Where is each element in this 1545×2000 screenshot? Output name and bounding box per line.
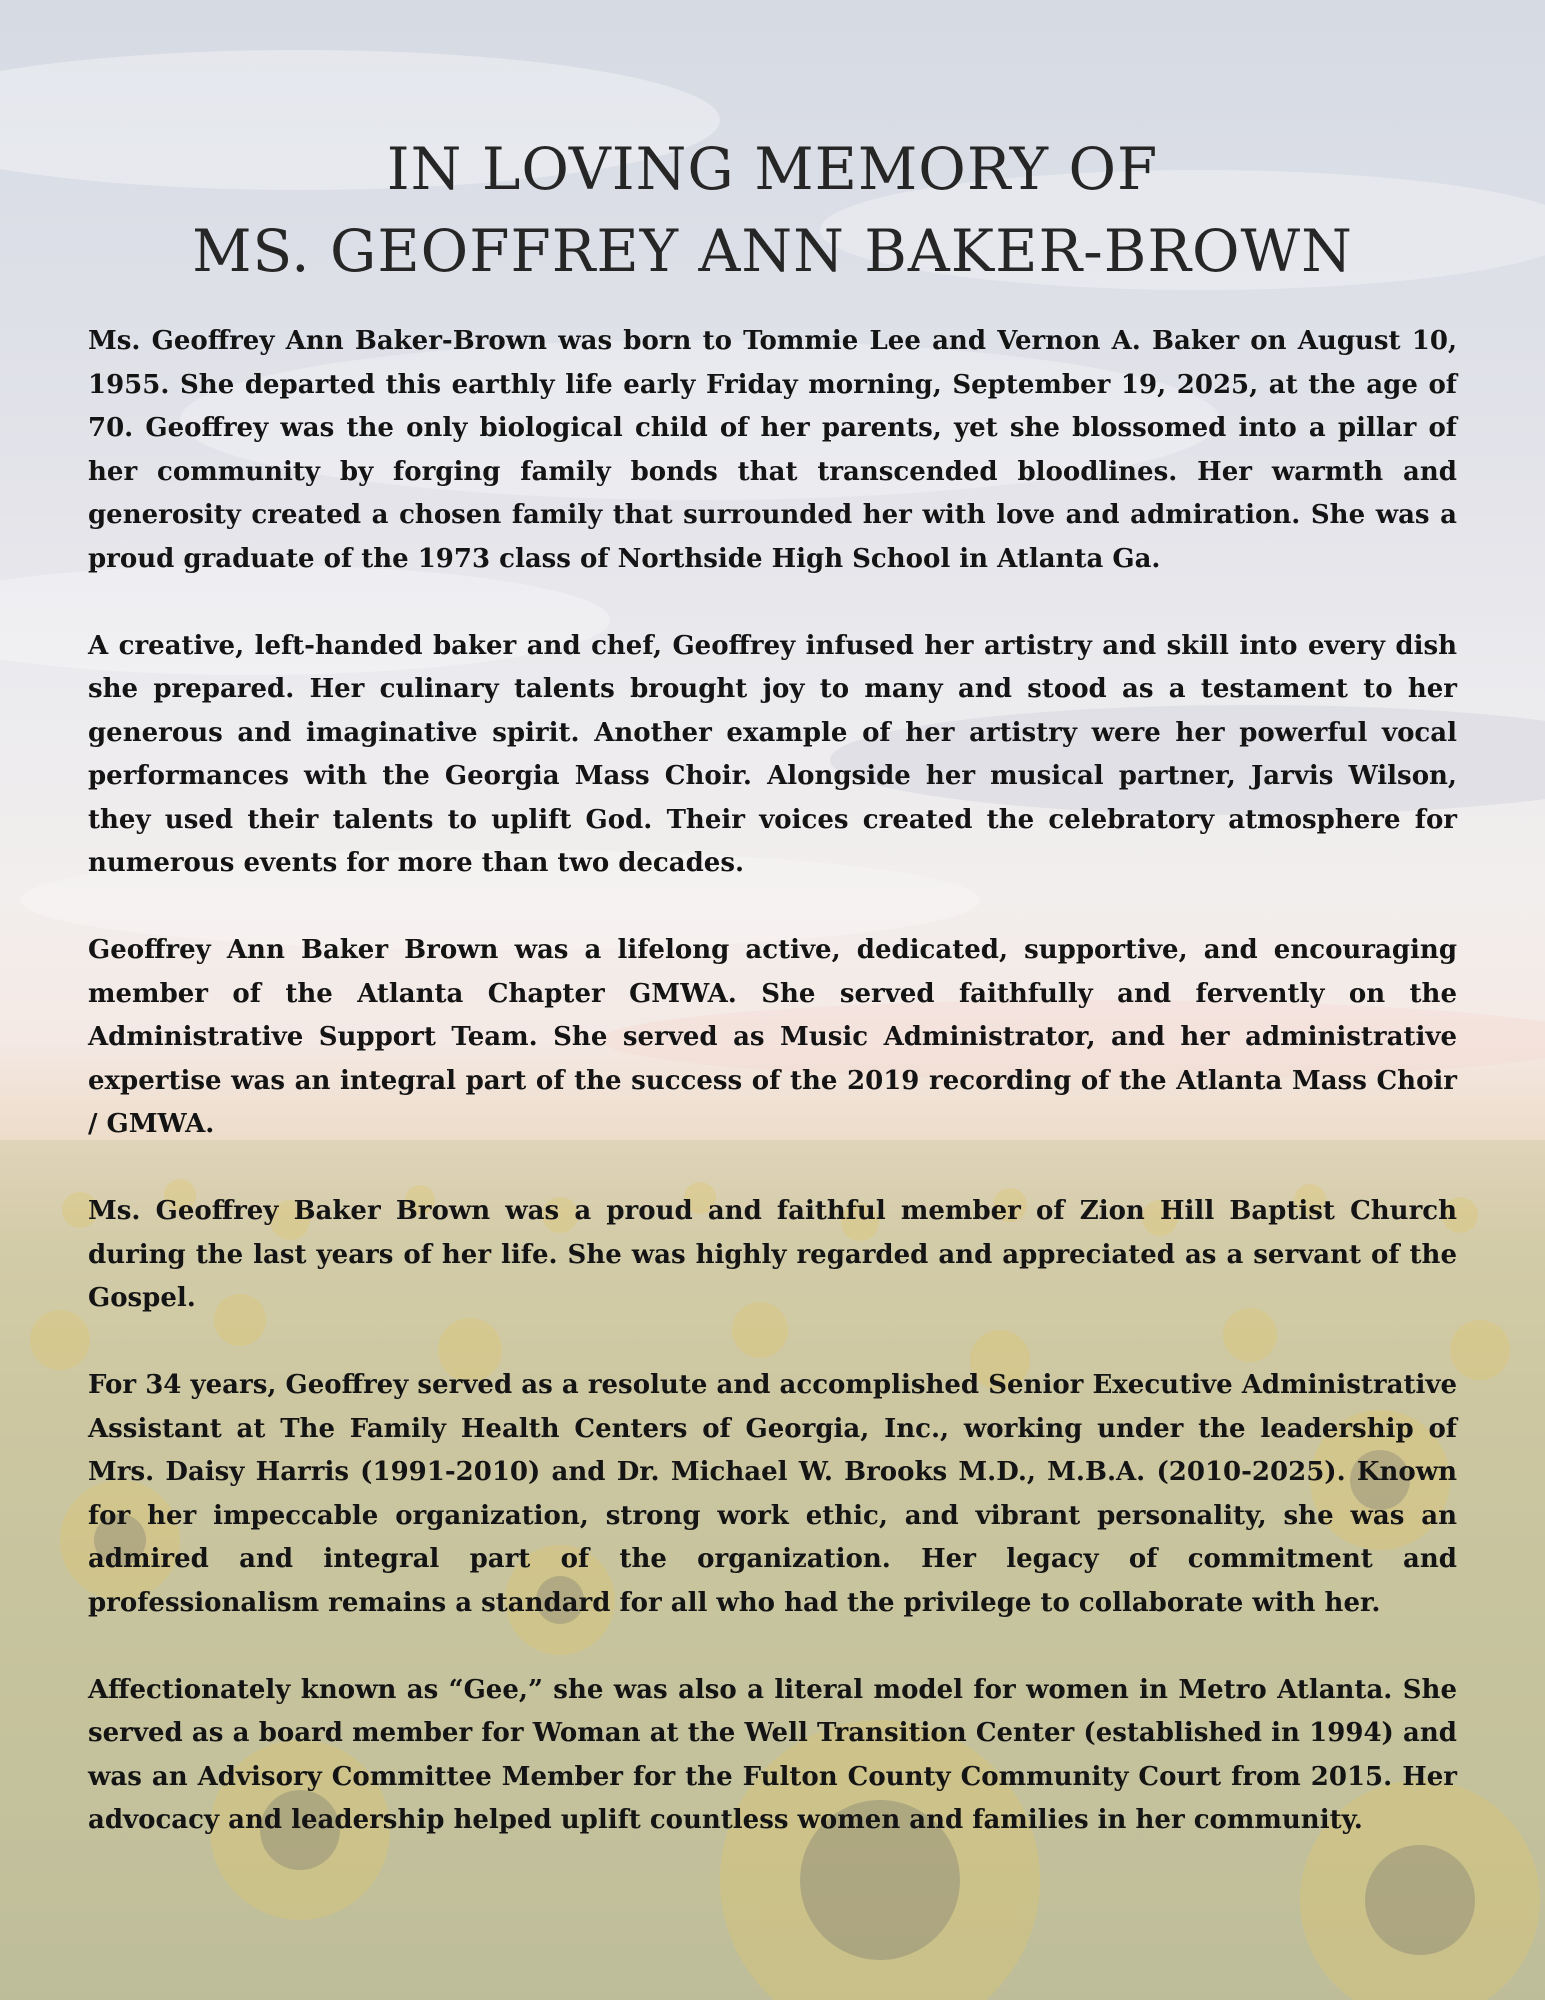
title-line-1: IN LOVING MEMORY OF <box>386 135 1159 203</box>
paragraph-artistry: A creative, left-handed baker and chef, Geoffrey infused her artistry and skill into every dish she prepared. Her culinary talents brought joy to many and stood as a testament to her generous and imaginative spirit. Another example of her artistry were her powerful vocal performances with the Georgia Mass Choir. Alongside her musical partner, Jarvis Wilson, they used their talents to uplift God. Their voices created the celebratory atmosphere for numerous events for more than two decades. <box>88 630 1457 878</box>
memorial-page <box>88 0 1457 2000</box>
paragraph-gmwa: Geoffrey Ann Baker Brown was a lifelong active, dedicated, supportive, and encouraging member of the Atlanta Chapter GMWA. She served faithfully and fervently on the Administrative Support Team. She served as Music Administrator, and her administrative expertise was an integral part of the success of the 2019 recording of the Atlanta Mass Choir / GMWA. <box>88 935 1457 1139</box>
title-line-2: MS. GEOFFREY ANN BAKER-BROWN <box>192 217 1353 285</box>
paragraph-birth: Ms. Geoffrey Ann Baker-Brown was born to Tommie Lee and Vernon A. Baker on August 10, 1955. She departed this earthly life early Friday morning, September 19, 2025, at the age of 70. Geoffrey was the only biological child of her parents, yet she blossomed into a pillar of her community by forging family bonds that transcended bloodlines. Her warmth and generosity created a chosen family that surrounded her with love and admiration. She was a proud graduate of the 1973 class of Northside High School in Atlanta Ga. <box>88 326 1457 574</box>
page-title <box>88 128 1457 292</box>
paragraph-advocacy: Affectionately known as “Gee,” she was also a literal model for women in Metro Atlanta. She served as a board member for Woman at the Well Transition Center (established in 1994) and was an Advisory Committee Member for the Fulton County Community Court from 2015. Her advocacy and leadership helped uplift countless women and families in her community. <box>88 1674 1457 1835</box>
obituary-body <box>88 320 1457 1843</box>
paragraph-career: For 34 years, Geoffrey served as a resolute and accomplished Senior Executive Administrative Assistant at The Family Health Centers of Georgia, Inc., working under the leadership of Mrs. Daisy Harris (1991-2010) and Dr. Michael W. Brooks M.D., M.B.A. (2010-2025). Known for her impeccable organization, strong work ethic, and vibrant personality, she was an admired and integral part of the organization. Her legacy of commitment and professionalism remains a standard for all who had the privilege to collaborate with her. <box>88 1370 1457 1618</box>
paragraph-church: Ms. Geoffrey Baker Brown was a proud and faithful member of Zion Hill Baptist Church during the last years of her life. She was highly regarded and appreciated as a servant of the Gospel. <box>88 1196 1457 1313</box>
